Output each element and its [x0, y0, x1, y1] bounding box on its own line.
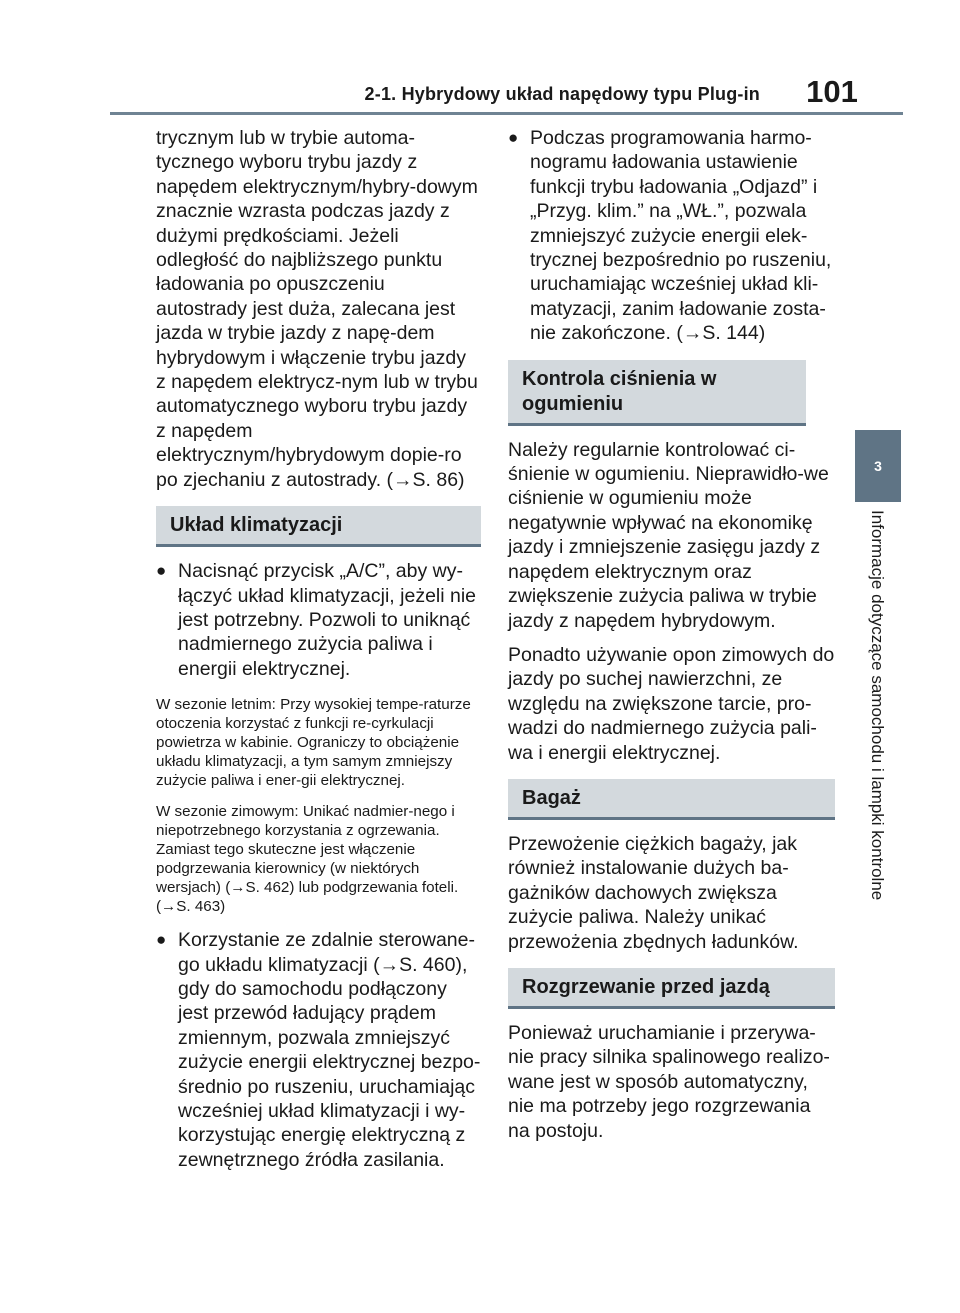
note-summer: W sezonie letnim: Przy wysokiej tempe-raturze otoczenia korzystać z funkcji re-cyrkulacji powietrza w kabinie. Ograniczy to obciążenie układu klimatyzacji, a tym samym zmniejszy zużycie paliwa i ener-gii elektrycznej.: [156, 696, 471, 790]
tires-paragraph-1: Należy regularnie kontrolować ci-śnienie w ogumieniu. Nieprawidło-we ciśnienie w ogumieniu może negatywnie wpływać na ekonomikę jazdy i zmniejszenie zasięgu jazdy z napędem elektrycznym oraz zwiększenie zużycia paliwa w trybie jazdy z napędem hybrydowym.: [508, 438, 829, 632]
luggage-paragraph: Przewożenie ciężkich bagaży, jak również instalowanie dużych ba-gażników dachowych zwiększa zużycie paliwa. Należy unikać przewożenia zbędnych ładunków.: [508, 832, 799, 953]
right-column: [508, 126, 835, 1153]
section-heading-warmup: Rozgrzewanie przed jazdą: [508, 968, 835, 1009]
header-rule: [110, 112, 903, 115]
section-heading-tires: Kontrola ciśnienia w ogumieniu: [508, 360, 806, 426]
bullet-text: Podczas programowania harmo-nogramu ładowania ustawienie funkcji trybu ładowania „Odjazd” i „Przyg. klim.” na „WŁ.”, pozwala zmniejszyć zużycie energii elek-trycznej bezpośrednio po ruszeniu, uruchamiając wcześniej układ kli-matyzacji, zanim ładowanie zosta-nie zakończone. (→S. 144): [530, 127, 832, 345]
left-column: [156, 126, 481, 1186]
chapter-title-vertical: Informacje dotyczące samochodu i lampki kontrolne: [868, 510, 887, 901]
tires-paragraph-2: Ponadto używanie opon zimowych do jazdy po suchej nawierzchni, ze względu na zwiększone tarcie, pro-wadzi do nadmiernego zużycia pali-wa i energii elektrycznej.: [508, 643, 835, 764]
bullet-dot-icon: ●: [508, 128, 519, 147]
bullet-text: Nacisnąć przycisk „A/C”, aby wy-łączyć układ klimatyzacji, jeżeli nie jest potrzebny. Pozwoli to uniknąć nadmiernego zużycia paliwa i energii elektrycznej.: [178, 560, 477, 680]
bullet-text: Korzystanie ze zdalnie sterowane-go układu klimatyzacji (→S. 460), gdy do samochodu podłączony jest przewód ładujący prądem zmiennym, pozwala zmniejszyć zużycie energii elektrycznej bezpo-średnio po ruszeniu, uruchamiając wcześniej układ klimatyzacji i wy-korzystując energię elektryczną z zewnętrznego źródła zasilania.: [178, 929, 481, 1171]
page-number: 101: [806, 74, 858, 109]
note-winter: W sezonie zimowym: Unikać nadmier-nego i niepotrzebnego korzystania z ogrzewania. Zamiast tego skuteczne jest włączenie podgrzewania kierownicy (w niektórych wersjach) (→S. 462) lub podgrzewania foteli. (→S. 463): [156, 803, 459, 916]
chapter-number: 3: [874, 458, 882, 474]
continued-paragraph: trycznym lub w trybie automa-tycznego wyboru trybu jazdy z napędem elektrycznym/hybry-dowym znacznie wzrasta podczas jazdy z dużymi prędkościami. Jeżeli odległość do najbliższego punktu ładowania po opuszczeniu autostrady jest duża, zalecana jest jazda w trybie jazdy z napę-dem hybrydowym i włączenie trybu jazdy z napędem elektrycz-nym lub w trybu automatycznego wyboru trybu jazdy z napędem elektrycznym/hybrydowym dopie-ro po zjechaniu z autostrady. (→S. 86): [156, 127, 478, 491]
bullet-item: [508, 126, 835, 346]
warmup-paragraph: Ponieważ uruchamianie i przerywa-nie pracy silnika spalinowego realizo-wane jest w sposób automatyczny, nie ma potrzeby jego rozgrzewania na postoju.: [508, 1021, 830, 1142]
bullet-item: [156, 928, 481, 1172]
section-heading-luggage: Bagaż: [508, 779, 835, 820]
running-header-title: 2-1. Hybrydowy układ napędowy typu Plug-in: [364, 84, 760, 104]
chapter-tab: [855, 430, 901, 502]
section-heading-ac: Układ klimatyzacji: [156, 506, 481, 547]
bullet-dot-icon: ●: [156, 561, 167, 581]
bullet-dot-icon: ●: [156, 930, 167, 950]
bullet-item: [156, 559, 481, 681]
